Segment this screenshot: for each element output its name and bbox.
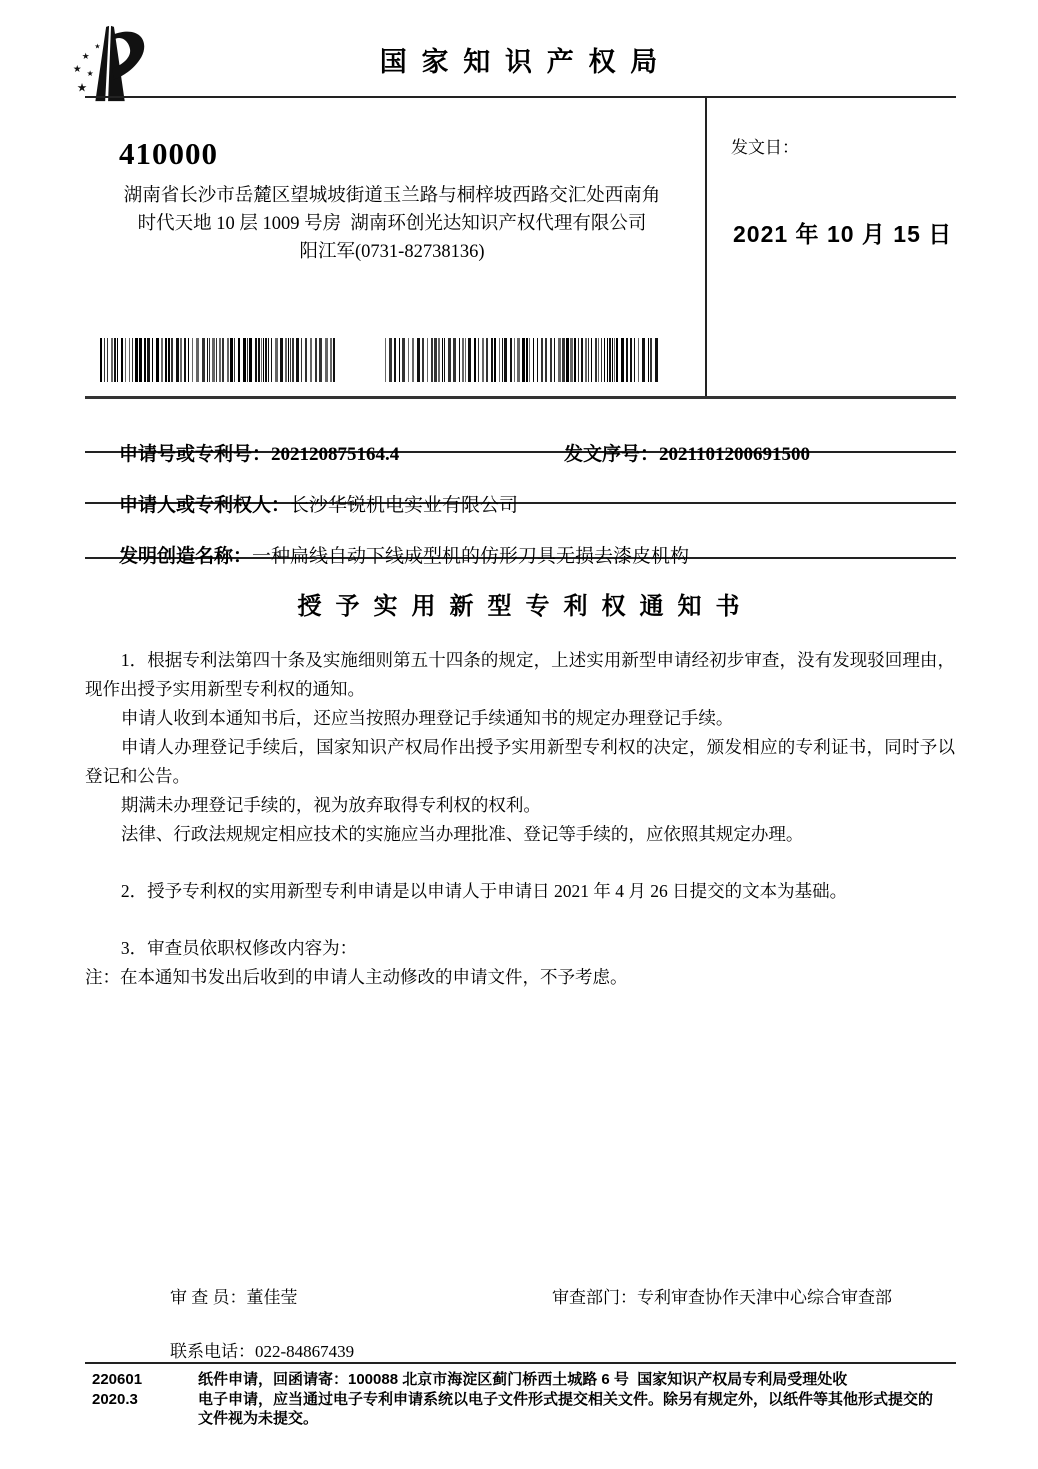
paragraph-5: 法律、行政法规规定相应技术的实施应当办理批准、登记等手续的，应依照其规定办理。: [120, 824, 804, 844]
barcode-right: [385, 338, 662, 382]
examiner-name: 董佳莹: [246, 1288, 298, 1307]
barcode-left: [100, 338, 337, 382]
paragraph-8: 注：在本通知书发出后收到的申请人主动修改的申请文件，不予考虑。: [85, 967, 628, 987]
agency-title: 国 家 知 识 产 权 局: [379, 47, 662, 77]
invention-title-cell: [100, 519, 689, 590]
examiner-label: 审 查 员：: [170, 1288, 247, 1307]
phone-label: 联系电话：: [170, 1342, 255, 1361]
postal-code: 410000: [119, 136, 218, 171]
dispatch-serial-label: 发文序号：: [564, 444, 660, 465]
notice-body: [85, 646, 955, 992]
invention-title-value: 一种扁线自动下线成型机的仿形刀具无损去漆皮机构: [252, 546, 690, 567]
recipient-address: [108, 182, 676, 266]
svg-text:★: ★: [94, 42, 101, 51]
divider-top: [85, 396, 956, 399]
department-line: [535, 1263, 892, 1328]
paragraph-3: 申请人办理登记手续后，国家知识产权局作出授予实用新型专利权的决定，颁发相应的专利证书，同时予以登记和公告。: [85, 737, 955, 786]
phone-number: 022-84867439: [255, 1342, 355, 1361]
dispatch-box-left-border: [705, 96, 707, 397]
agent-contact: 阳江军(0731-82738136): [299, 242, 485, 262]
svg-text:★: ★: [72, 63, 82, 75]
svg-text:★: ★: [81, 52, 90, 63]
form-code: 220601: [92, 1371, 143, 1388]
application-number-label: 申请号或专利号：: [119, 444, 272, 465]
dispatch-date-value: 2021 年 10 月 15 日: [733, 221, 953, 247]
notice-title: 授 予 实 用 新 型 专 利 权 通 知 书: [297, 594, 744, 620]
footer-note-electronic: 电子申请，应当通过电子专利申请系统以电子文件形式提交相关文件。除另有规定外，以纸件等其他形式提交的文件视为未提交。: [198, 1390, 934, 1427]
svg-text:★: ★: [76, 80, 88, 95]
department-name: 专利审查协作天津中心综合审查部: [637, 1288, 892, 1307]
form-version: 2020.3: [92, 1390, 138, 1408]
dispatch-serial-cell: [545, 417, 810, 488]
applicant-value: 长沙华锐机电实业有限公司: [290, 495, 519, 516]
dispatch-date-label: 发文日：: [731, 138, 799, 157]
header-rule: [85, 96, 956, 98]
address-line-2: 时代天地 10 层 1009 号房 湖南环创光达知识产权代理有限公司: [137, 214, 647, 234]
paragraph-7: 3．审查员依职权修改内容为：: [120, 938, 358, 958]
footer-note-paper: 纸件申请，回函请寄：100088 北京市海淀区蓟门桥西土城路 6 号 国家知识产权局专利局受理处收: [198, 1371, 848, 1388]
svg-text:★: ★: [86, 68, 94, 78]
footer-rule: [85, 1362, 956, 1364]
paragraph-6: 2．授予专利权的实用新型专利申请是以申请人于申请日 2021 年 4 月 26 日提交的文本为基础。: [120, 881, 848, 901]
department-label: 审查部门：: [552, 1288, 637, 1307]
footer-notes: [198, 1370, 940, 1429]
invention-title-label: 发明创造名称：: [119, 546, 253, 567]
paragraph-4: 期满未办理登记手续的，视为放弃取得专利权的权利。: [120, 795, 541, 815]
applicant-label: 申请人或专利权人：: [119, 495, 291, 516]
address-line-1: 湖南省长沙市岳麓区望城坡街道玉兰路与桐梓坡西路交汇处西南角: [123, 186, 661, 206]
paragraph-1: 1．根据专利法第四十条及实施细则第五十四条的规定，上述实用新型申请经初步审查，没有发现驳回理由，现作出授予实用新型专利权的通知。: [85, 650, 955, 699]
dispatch-serial-value: 2021101200691500: [659, 444, 810, 465]
paragraph-2: 申请人收到本通知书后，还应当按照办理登记手续通知书的规定办理登记手续。: [120, 708, 734, 728]
footer-form-codes: [92, 1370, 142, 1409]
application-number-value: 202120875164.4: [271, 444, 400, 465]
